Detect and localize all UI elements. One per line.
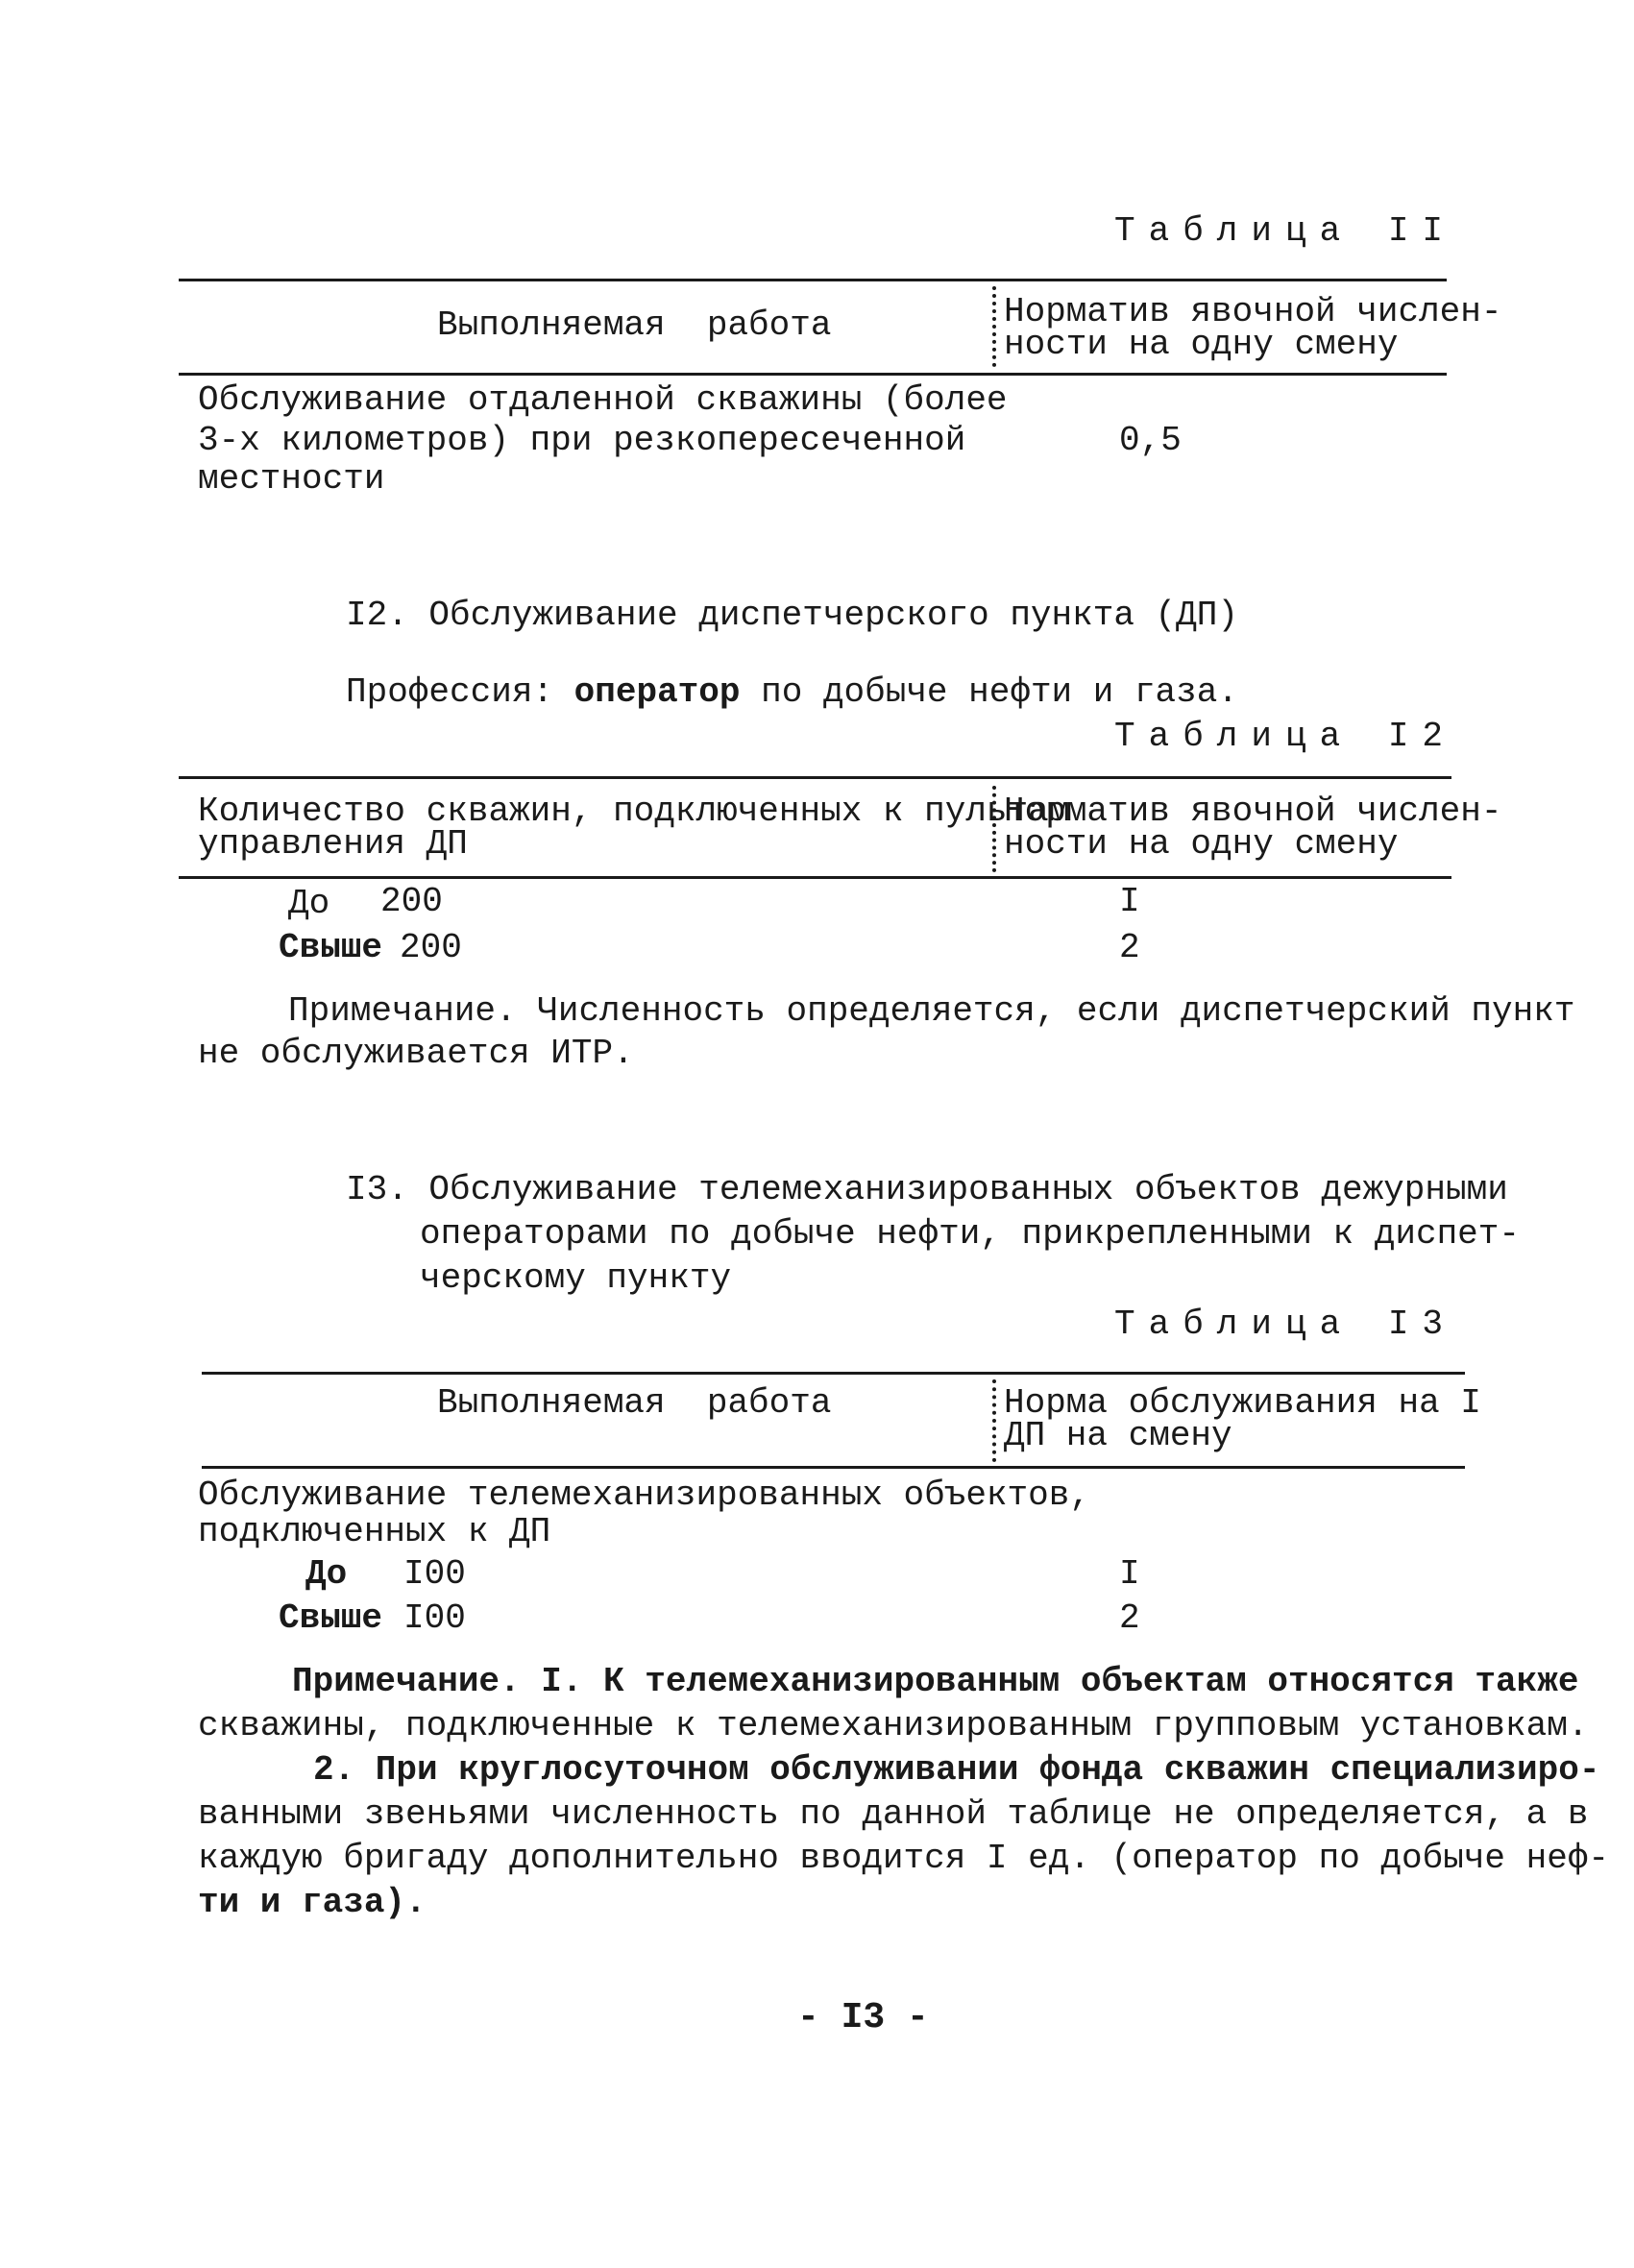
table-11-row-work-line2: 3-х километров) при резкопересеченной xyxy=(198,421,966,460)
table-13-header-work: Выполняемая работа xyxy=(437,1383,832,1423)
section-12-note-line1: Примечание. Численность определяется, если диспетчерский пункт xyxy=(288,991,1575,1031)
table-13-row2-value: 2 xyxy=(1119,1598,1140,1638)
section-13-note-line5: каждую бригаду дополнительно вводится I ед. (оператор по добыче неф- xyxy=(198,1839,1610,1878)
table-12-header-norm-line2: ности на одну смену xyxy=(1004,824,1399,864)
table-13-top-rule xyxy=(202,1372,1465,1375)
table-11-top-rule xyxy=(179,279,1447,281)
table-12-caption: Таблица I2 xyxy=(1114,717,1457,756)
table-11-header-work: Выполняемая работа xyxy=(437,305,832,345)
table-11-row-value: 0,5 xyxy=(1119,421,1182,460)
profession-word: оператор xyxy=(573,672,741,712)
table-13-header-rule xyxy=(202,1466,1465,1469)
section-12-heading: I2. Обслуживание диспетчерского пункта (ДП) xyxy=(346,596,1238,635)
table-11-caption: Таблица II xyxy=(1114,211,1457,251)
table-13-row2-label: Свыше xyxy=(279,1598,383,1638)
table-11-column-divider xyxy=(992,286,1004,367)
section-13-heading-line1: I3. Обслуживание телемеханизированных объектов дежурными xyxy=(346,1170,1508,1209)
section-13-note-line2: скважины, подключенные к телемеханизированным групповым установкам. xyxy=(198,1706,1589,1745)
section-12-profession xyxy=(346,672,1238,713)
table-12-top-rule xyxy=(179,776,1451,779)
section-12-note-line2: не обслуживается ИТР. xyxy=(198,1034,634,1073)
table-11-header-norm-line1: Норматив явочной числен- xyxy=(1004,292,1502,331)
section-13-note-line6: ти и газа). xyxy=(198,1883,427,1922)
table-13-row2-amount: I00 xyxy=(403,1598,466,1638)
table-12-header-rule xyxy=(179,876,1451,879)
table-12-column-divider xyxy=(992,786,1004,872)
table-12-header-work-line2: управления ДП xyxy=(198,824,468,864)
table-12-header-work-line1: Количество скважин, подключенных к пультам xyxy=(198,792,1070,831)
table-11-row-work-line1: Обслуживание отдаленной скважины (более xyxy=(198,380,1008,420)
section-13-note-line4: ванными звеньями численность по данной таблице не определяется, а в xyxy=(198,1794,1589,1834)
table-12-row2-value: 2 xyxy=(1119,928,1140,967)
table-12-row1-label: До xyxy=(288,884,330,923)
section-13-note-line1: Примечание. I. К телемеханизированным объектам относятся также xyxy=(292,1662,1579,1701)
table-13-row1-value: I xyxy=(1119,1554,1140,1594)
table-13-row1-label: До xyxy=(305,1554,348,1594)
table-12-row1-value: I xyxy=(1119,882,1140,921)
table-13-row-title-line1: Обслуживание телемеханизированных объектов, xyxy=(198,1475,1090,1515)
table-12-row1-amount: 200 xyxy=(380,882,443,921)
profession-label: Профессия: xyxy=(346,672,554,712)
table-13-caption: Таблица I3 xyxy=(1114,1305,1457,1344)
table-11-header-norm-line2: ности на одну смену xyxy=(1004,325,1399,364)
section-13-heading-line2: операторами по добыче нефти, прикрепленными к диспет- xyxy=(420,1214,1520,1254)
table-12-row2-label: Свыше xyxy=(279,928,383,967)
table-11-header-rule xyxy=(179,373,1447,376)
section-13-heading-line3: черскому пункту xyxy=(420,1258,732,1298)
section-13-note-line3: 2. При круглосуточном обслуживании фонда скважин специализиро- xyxy=(313,1750,1600,1790)
table-12-header-norm-line1: Норматив явочной числен- xyxy=(1004,792,1502,831)
table-13-header-norm-line2: ДП на смену xyxy=(1004,1416,1232,1455)
table-11-row-work-line3: местности xyxy=(198,459,385,499)
table-12-row2-amount: 200 xyxy=(400,928,462,967)
table-13-column-divider xyxy=(992,1379,1004,1462)
table-13-header-norm-line1: Норма обслуживания на I xyxy=(1004,1383,1481,1423)
table-13-row-title-line2: подключенных к ДП xyxy=(198,1512,551,1551)
page-number: - I3 - xyxy=(797,1997,929,2038)
table-13-row1-amount: I00 xyxy=(403,1554,466,1594)
profession-rest: по добыче нефти и газа. xyxy=(761,672,1238,712)
